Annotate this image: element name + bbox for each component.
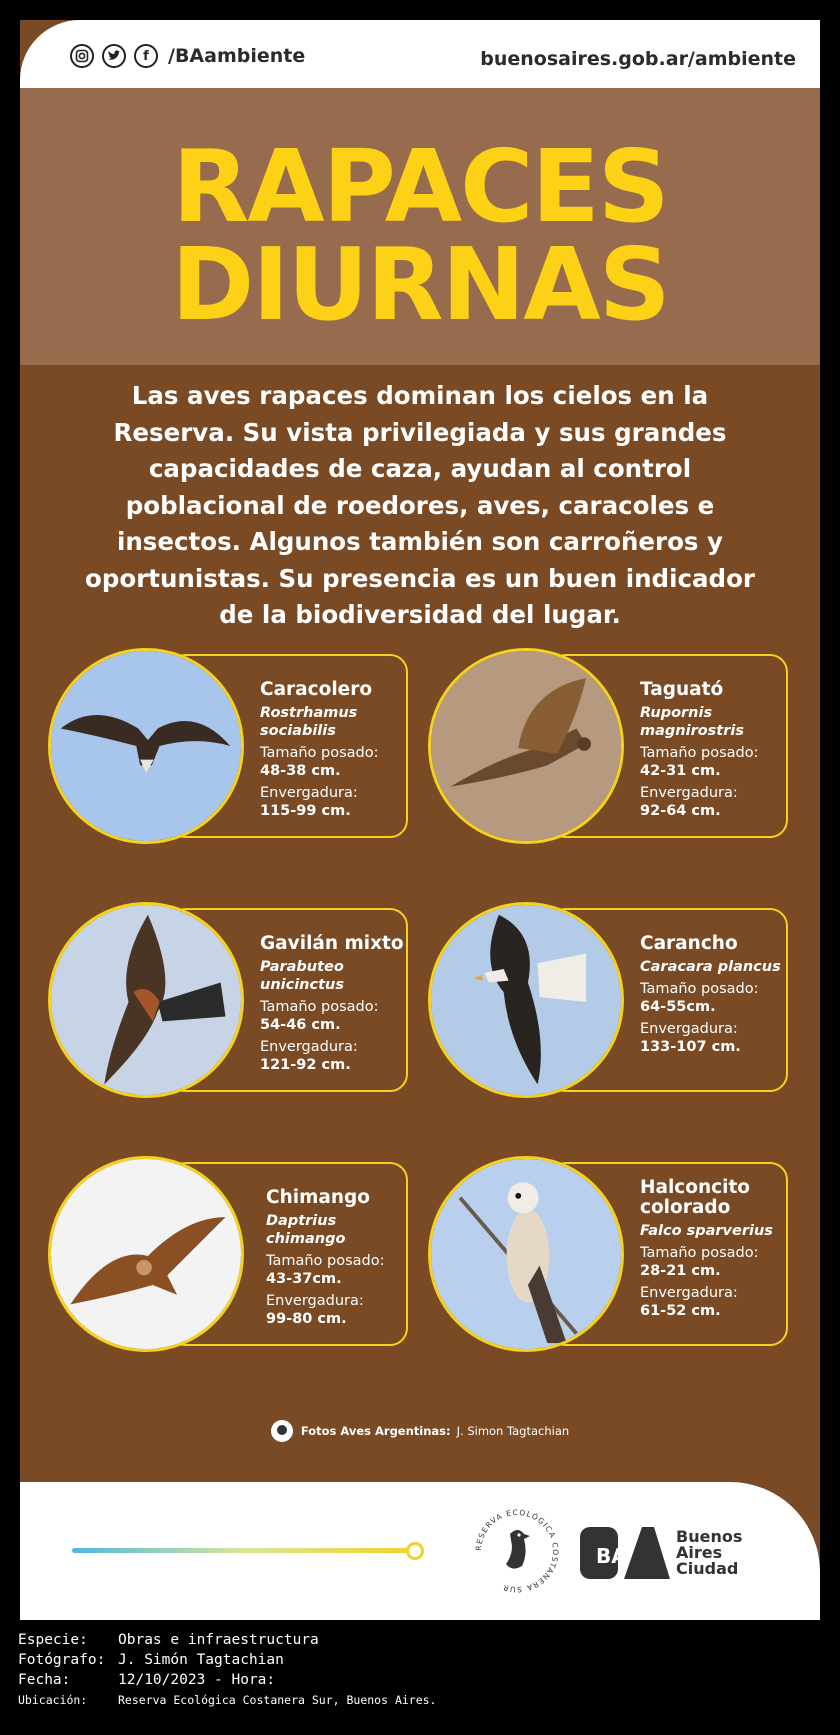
bird-scientific-name: Falco sparverius [640, 1223, 773, 1239]
wingspan-value: 61-52 cm. [640, 1303, 721, 1319]
metadata-value: Obras e infraestructura [118, 1632, 319, 1648]
wingspan-value: 92-64 cm. [640, 803, 721, 819]
metadata-row [18, 1630, 437, 1650]
title-band [20, 88, 820, 365]
social-links [70, 44, 305, 68]
wingspan-label: Envergadura: [260, 785, 358, 801]
size-label: Tamaño posado: [640, 1245, 759, 1261]
bird-info [266, 1188, 416, 1328]
size-value: 64-55cm. [640, 999, 716, 1015]
size-label: Tamaño posado: [260, 999, 379, 1015]
buenos-aires-logo [580, 1527, 742, 1579]
page-title [20, 128, 820, 343]
bird-name: Carancho [640, 933, 738, 954]
twitter-icon[interactable] [102, 44, 126, 68]
poster [20, 20, 820, 1620]
wingspan-label: Envergadura: [260, 1039, 358, 1055]
bird-photo [48, 1156, 244, 1352]
metadata-key: Ubicación: [18, 1693, 88, 1707]
wingspan-value: 99-80 cm. [266, 1311, 347, 1327]
photo-metadata [18, 1630, 437, 1710]
size-value: 54-46 cm. [260, 1017, 341, 1033]
bird-card [48, 648, 412, 852]
footer [20, 1482, 820, 1620]
header-bar [20, 20, 820, 88]
bird-card [428, 1156, 792, 1360]
size-value: 43-37cm. [266, 1271, 342, 1287]
metadata-value: Reserva Ecológica Costanera Sur, Buenos Aires. [118, 1693, 437, 1707]
bird-scientific-name: Rupornis magnirostris [640, 705, 744, 739]
photo-credit [20, 1420, 820, 1442]
intro-text: Las aves rapaces dominan los cielos en la Reserva. Su vista privilegiada y sus grandes capacidades de caza, ayudan al control poblacional de roedores, aves, caracoles e insectos. Algunos también son carroñeros y oportunistas. Su presencia es un buen indicador de la biodiversidad del lugar. [85, 381, 755, 629]
size-label: Tamaño posado: [266, 1253, 385, 1269]
instagram-icon[interactable] [70, 44, 94, 68]
bird-name: Taguató [640, 679, 724, 700]
bird-photo [48, 648, 244, 844]
bird-photo [428, 648, 624, 844]
wingspan-label: Envergadura: [266, 1293, 364, 1309]
bird-info [640, 680, 790, 820]
bird-info [260, 934, 410, 1074]
reserva-ecologica-logo [472, 1506, 562, 1596]
facebook-icon[interactable]: f [134, 44, 158, 68]
bird-info [640, 1178, 790, 1320]
wingspan-label: Envergadura: [640, 1285, 738, 1301]
bird-scientific-name: Rostrhamus sociabilis [260, 705, 358, 739]
reserva-logo-text: RESERVA ECOLÓGICA COSTANERA SUR [473, 1507, 561, 1595]
bird-name: Gavilán mixto [260, 933, 404, 954]
wingspan-value: 115-99 cm. [260, 803, 351, 819]
metadata-key: Fecha: [18, 1672, 71, 1688]
bird-card [48, 902, 412, 1106]
bird-card [428, 902, 792, 1106]
bird-photo [428, 902, 624, 1098]
bird-scientific-name: Caracara plancus [640, 959, 781, 975]
bird-scientific-name: Daptrius chimango [266, 1213, 346, 1247]
title-line-2: DIURNAS [171, 226, 669, 343]
wingspan-value: 133-107 cm. [640, 1039, 741, 1055]
wingspan-label: Envergadura: [640, 785, 738, 801]
bird-name: Halconcito colorado [640, 1177, 751, 1218]
title-line-1: RAPACES [172, 128, 668, 245]
ba-line-3: Ciudad [676, 1559, 739, 1578]
size-value: 48-38 cm. [260, 763, 341, 779]
bird-photo [48, 902, 244, 1098]
wingspan-value: 121-92 cm. [260, 1057, 351, 1073]
size-label: Tamaño posado: [260, 745, 379, 761]
metadata-key: Especie: [18, 1632, 88, 1648]
credit-label: Fotos Aves Argentinas: [300, 1424, 451, 1438]
bird-name: Caracolero [260, 679, 373, 700]
bird-card [48, 1156, 412, 1360]
wingspan-label: Envergadura: [640, 1021, 738, 1037]
decorative-line-dot [406, 1542, 424, 1560]
metadata-row [18, 1690, 437, 1710]
metadata-row [18, 1650, 437, 1670]
size-label: Tamaño posado: [640, 745, 759, 761]
credit-author: J. Simon Tagtachian [456, 1424, 570, 1438]
size-value: 42-31 cm. [640, 763, 721, 779]
bird-info [640, 934, 790, 1056]
ba-line-1: Buenos [676, 1527, 743, 1546]
size-label: Tamaño posado: [640, 981, 759, 997]
bird-photo [428, 1156, 624, 1352]
ba-line-2: Aires [676, 1543, 723, 1562]
metadata-row [18, 1670, 437, 1690]
bird-name: Chimango [266, 1187, 370, 1208]
ba-logo-text: BA [596, 1544, 627, 1568]
ba-logo-wordmark [676, 1529, 742, 1577]
bird-info [260, 680, 410, 820]
metadata-value: 12/10/2023 - Hora: [118, 1672, 276, 1688]
decorative-gradient-line [72, 1548, 416, 1553]
social-handle[interactable]: /BAambiente [168, 45, 306, 67]
bird-card [428, 648, 792, 852]
bird-scientific-name: Parabuteo unicinctus [260, 959, 344, 993]
aves-argentinas-logo-icon [271, 1420, 293, 1442]
metadata-key: Fotógrafo: [18, 1652, 106, 1668]
metadata-value: J. Simón Tagtachian [118, 1652, 284, 1668]
size-value: 28-21 cm. [640, 1263, 721, 1279]
website-link[interactable]: buenosaires.gob.ar/ambiente [480, 48, 796, 70]
